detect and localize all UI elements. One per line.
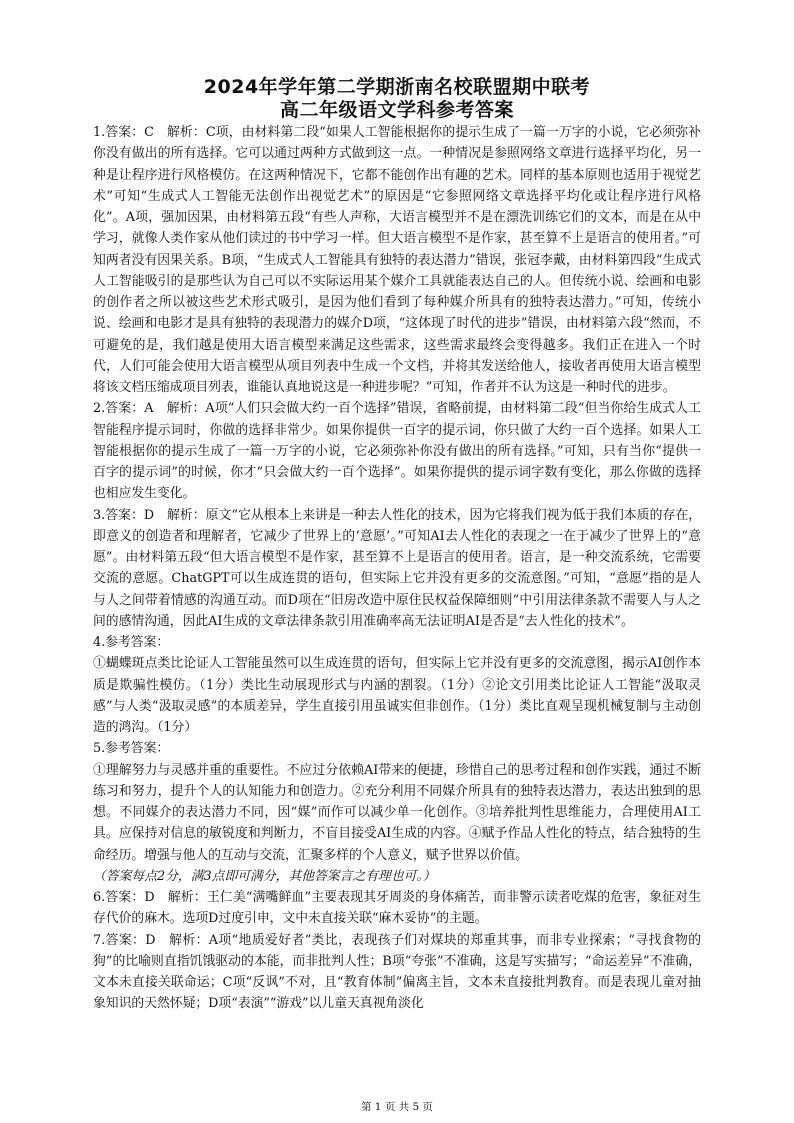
answer-7: 7.答案：D 解析：A项“地质爱好者”类比，表现孩子们对煤块的郑重其事，而非专业探索；“寻找食物的狗”的比喻则直指饥饿驱动的本能，而非批判人性；B项“夸张”不准确，这是写实描写；“命运差异”不准确，文本未直接关联命运；C项“反讽”不对，且“教育体制”偏离主旨，文本未直接批判教育。而是表现儿童对抽象知识的天然怀疑；D项“表演”“游戏”以儿童天真视角淡化 xyxy=(93,932,701,1012)
answer-5-scoring-note: （答案每点2分，满3点即可满分，其他答案言之有理也可。） xyxy=(93,868,436,884)
answer-3: 3.答案：D 解析：原文“它从根本上来讲是一种去人性化的技术，因为它将我们视为低于我们本质的存在，即意义的创造者和理解者，它减少了世界上的‘意愿’。”可知AI去人性化的表现之一在于减少了世界上的“意愿”。由材料第五段“但大语言模型不是作家，甚至算不上是语言的使用者。语言，是一种交流系统，它需要交流的意愿。ChatGPT可以生成连贯的语句，但实际上它并没有更多的交流意图。”可知，“意愿”指的是人与人之间带着情感的沟通互动。而D项在“旧房改造中原住民权益保障细则”中引用法律条款不需要人与人之间的感情沟通，因此AI生成的文章法律条款引用准确率高无法证明AI是否是“去人性化的技术”。 xyxy=(93,507,701,629)
answer-1: 1.答案：C 解析：C项，由材料第二段“如果人工智能根据你的提示生成了一篇一万字的小说，它必须弥补你没有做出的所有选择。它可以通过两种方式做到这一点。一种情况是参照网络文章进行选择平均化，另一种是让程序进行风格模仿。在这两种情况下，它都不能创作出有趣的艺术。同样的基本原则也适用于视觉艺术”可知“生成式人工智能无法创作出视觉艺术”的原因是“它参照网络文章选择平均化或让程序进行风格化”。A项，强加因果，由材料第五段“有些人声称，大语言模型并不是在漂洗训练它们的文本，而是在从中学习，就像人类作家从他们读过的书中学习一样。但大语言模型不是作家，甚至算不上是语言的使用者。”可知两者没有因果关系。B项，“生成式人工智能具有独特的表达潜力”错误，张冠李戴，由材料第四段“生成式人工智能吸引的是那些认为自己可以不实际运用某个媒介工具就能表达自己的人。但传统小说、绘画和电影的创作者之所以被这些艺术形式吸引，是因为他们看到了每种媒介所具有的独特表达潜力。”可知，传统小说、绘画和电影才是具有独特的表现潜力的媒介D项，“这体现了时代的进步”错误，由材料第六段“然而，不可避免的是，我们越是使用大语言模型来满足这些需求，这些需求最终会变得越多。我们正在进入一个时代，人们可能会使用大语言模型从项目列表中生成一个文档，并将其发送给他人，接收者再使用大语言模型将该文档压缩成项目列表，谁能认真地说这是一种进步呢？”可知，作者并不认为这是一种时代的进步。 xyxy=(93,125,701,395)
answer-2: 2.答案：A 解析：A项“人们只会做大约一百个选择”错误，省略前提，由材料第二段“但当你给生成式人工智能程序提示词时，你做的选择非常少。如果你提供一百字的提示词，你只做了大约一百个选择。如果人工智能根据你的提示生成了一篇一万字的小说，它必须弥补你没有做出的所有选择。”可知，只有当你“提供一百字的提示词”的时候，你才“只会做大约一百个选择”。如果你提供的提示词字数有变化，那么你做的选择也相应发生变化。 xyxy=(93,401,701,502)
answer-5-heading: 5.参考答案： xyxy=(93,741,170,757)
answer-4-heading: 4.参考答案： xyxy=(93,635,170,650)
answer-4-text: ①蝴蝶斑点类比论证人工智能虽然可以生成连贯的语句，但实际上它并没有更多的交流意图，揭示AI创作本质是欺骗性模仿。（1分）类比生动展现形式与内涵的割裂。（1分）②论文引用类比论证人工智能“汲取灵感”与人类“汲取灵感”的本质差异，学生直接引用虽诚实但非创作。（1分）类比直观呈现机械复制与主动创造的鸿沟。（1分） xyxy=(93,656,701,735)
answer-body xyxy=(93,122,701,1015)
answer-5-text: ①理解努力与灵感并重的重要性。不应过分依赖AI带来的便捷，珍惜自己的思考过程和创作实践，通过不断练习和努力，提升个人的认知能力和创造力。②充分利用不同媒介所具有的独特表达潜力，表达出独到的思想。不同媒介的表达潜力不同，因“媒”而作可以减少单一化创作。③培养批判性思维能力，合理使用AI工具。应保持对信息的敏锐度和判断力，不盲目接受AI生成的内容。④赋予作品人性化的特点，结合独特的生命经历。增强与他人的互动与交流，汇聚多样的个人意义，赋予世界以价值。 xyxy=(93,762,701,863)
document-title: 2024年学年第二学期浙南名校联盟期中联考 xyxy=(203,76,591,98)
answer-6: 6.答案：D 解析：王仁美“满嘴鲜血”主要表现其牙周炎的身体痛苦，而非警示读者吃煤的危害，象征对生存代价的麻木。选项D过度引申，文中未直接关联“麻木妥协”的主题。 xyxy=(93,890,701,927)
page-number: 第 1 页 共 5 页 xyxy=(360,1101,434,1113)
document-subtitle: 高二年级语文学科参考答案 xyxy=(279,99,514,121)
